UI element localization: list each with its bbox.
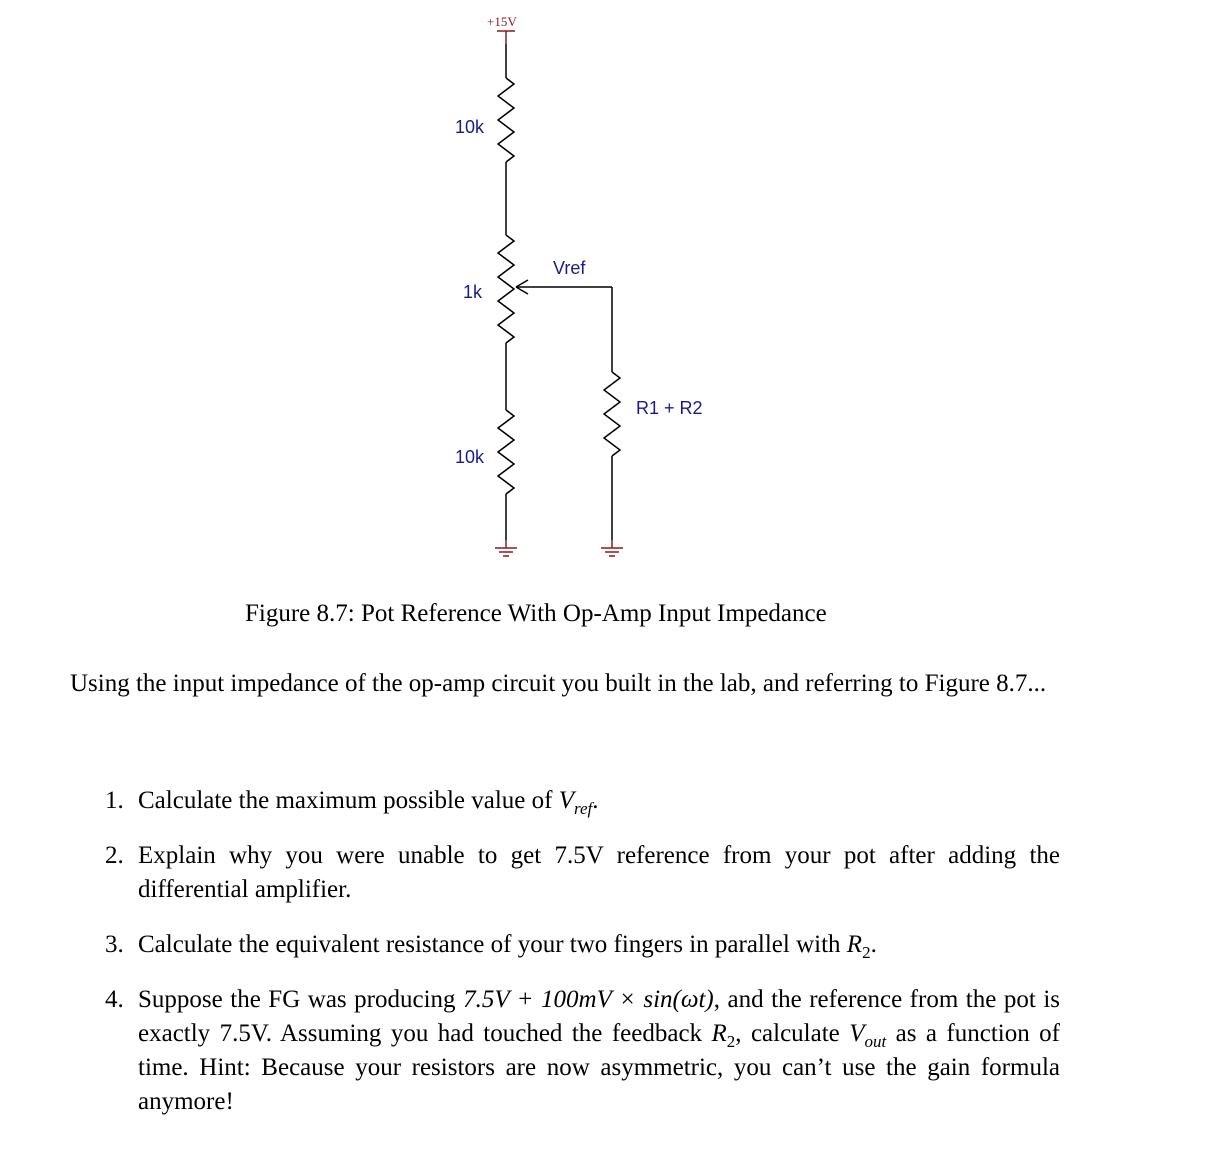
- question-text: , and the reference from the pot is exactly 7.5V. Assuming you had touched the feedback: [138, 986, 1060, 1047]
- question-text: Explain why you were unable to get 7.5V reference from your pot after adding the differential amplifier.: [138, 842, 1060, 903]
- supply-terminal: [497, 31, 515, 44]
- math-subscript: ref: [574, 799, 593, 818]
- resistor-top: [498, 78, 514, 162]
- math-subscript: 2: [726, 1032, 736, 1051]
- question-text-end: .: [870, 931, 877, 958]
- potentiometer-label: 1k: [463, 282, 483, 302]
- question-item: [105, 928, 1060, 962]
- vref-label: Vref: [553, 258, 586, 278]
- resistor-load: [604, 372, 620, 456]
- potentiometer: [498, 235, 514, 343]
- ground-left: [495, 540, 517, 556]
- math-symbol: R: [711, 1020, 727, 1047]
- math-symbol: R: [846, 931, 863, 958]
- question-text: as a function of time. Hint: Because your resistors are now asymmetric, you can’t use the gain formula anymore!: [138, 1020, 1061, 1115]
- intro-paragraph: Using the input impedance of the op-amp circuit you built in the lab, and referring to Figure 8.7...: [70, 670, 1047, 697]
- resistor-top-label: 10k: [455, 117, 485, 137]
- resistor-bottom: [498, 410, 514, 494]
- figure-caption: Figure 8.7: Pot Reference With Op-Amp Input Impedance: [245, 600, 827, 627]
- question-item: [105, 983, 1060, 1119]
- question-number: 1.: [105, 787, 124, 814]
- math-expression: 7.5V + 100mV × sin(ωt): [463, 986, 714, 1013]
- question-list: [105, 784, 1060, 1140]
- math-symbol: V: [849, 1020, 865, 1047]
- question-number: 3.: [105, 931, 124, 958]
- supply-label: +15V: [487, 14, 517, 29]
- math-subscript: out: [864, 1032, 887, 1051]
- question-text: , calculate: [735, 1020, 850, 1047]
- ground-right: [601, 540, 623, 556]
- question-text-end: .: [592, 787, 599, 814]
- question-number: 2.: [105, 842, 124, 869]
- question-item: [105, 784, 1060, 818]
- math-symbol: V: [558, 787, 575, 814]
- question-text: Suppose the FG was producing: [138, 986, 464, 1013]
- resistor-bottom-label: 10k: [455, 447, 485, 467]
- question-text: Calculate the maximum possible value of: [138, 787, 559, 814]
- pot-wiper: [516, 280, 612, 294]
- question-item: [105, 839, 1060, 907]
- math-subscript: 2: [862, 943, 871, 962]
- resistor-load-label: R1 + R2: [636, 398, 703, 418]
- question-text: Calculate the equivalent resistance of your two fingers in parallel with: [138, 931, 847, 958]
- question-number: 4.: [105, 986, 124, 1013]
